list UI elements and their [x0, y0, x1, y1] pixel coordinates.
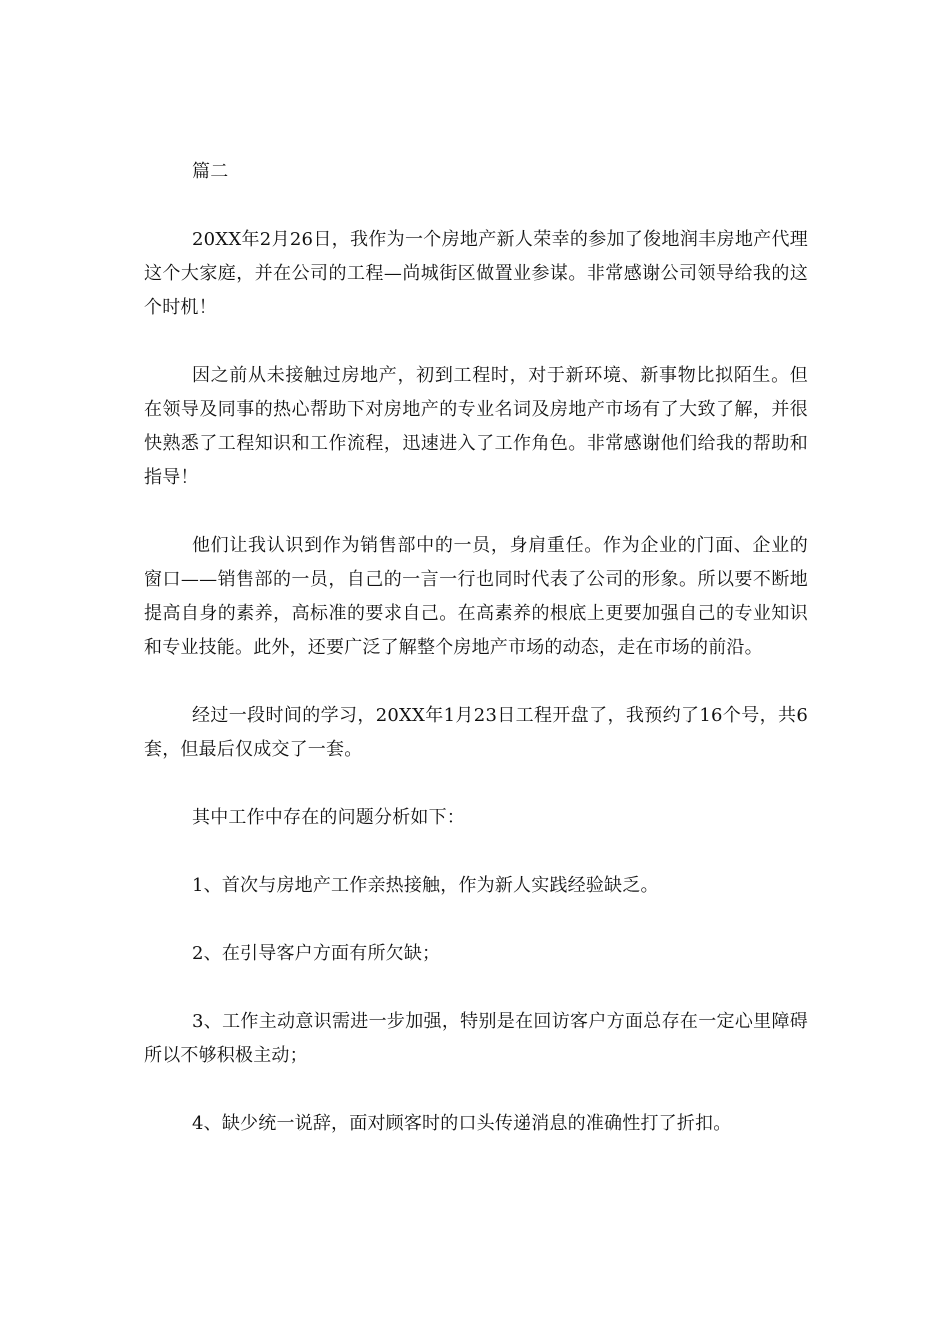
paragraph-intro: 20XX年2月26日，我作为一个房地产新人荣幸的参加了俊地润丰房地产代理这个大家庭，并在公司的工程—尚城街区做置业参谋。非常感谢公司领导给我的这个时机！ — [144, 229, 808, 318]
paragraph-responsibility: 他们让我认识到作为销售部中的一员，身肩重任。作为企业的门面、企业的窗口——销售部的一员，自己的一言一行也同时代表了公司的形象。所以要不断地提高自身的素养，高标准的要求自己。在高素养的根底上更要加强自己的专业知识和专业技能。此外，还要广泛了解整个房地产市场的动态，走在市场的前沿。 — [144, 535, 808, 658]
paragraph-results: 经过一段时间的学习，20XX年1月23日工程开盘了，我预约了16个号，共6套，但最后仅成交了一套。 — [144, 705, 808, 760]
problem-item-3: 3、工作主动意识需进一步加强，特别是在回访客户方面总存在一定心里障碍所以不够积极主动； — [144, 1011, 808, 1066]
document-body — [144, 155, 808, 1175]
problem-item-1: 1、首次与房地产工作亲热接触，作为新人实践经验缺乏。 — [192, 875, 659, 896]
paragraph-problems-intro: 其中工作中存在的问题分析如下： — [192, 807, 465, 828]
problem-item-4: 4、缺少统一说辞，面对顾客时的口头传递消息的准确性打了折扣。 — [192, 1113, 732, 1134]
paragraph-learning: 因之前从未接触过房地产，初到工程时，对于新环境、新事物比拟陌生。但在领导及同事的热心帮助下对房地产的专业名词及房地产市场有了大致了解，并很快熟悉了工程知识和工作流程，迅速进入了工作角色。非常感谢他们给我的帮助和指导！ — [144, 365, 808, 488]
problem-item-2: 2、在引导客户方面有所欠缺； — [192, 943, 441, 964]
section-heading: 篇二 — [192, 161, 229, 182]
